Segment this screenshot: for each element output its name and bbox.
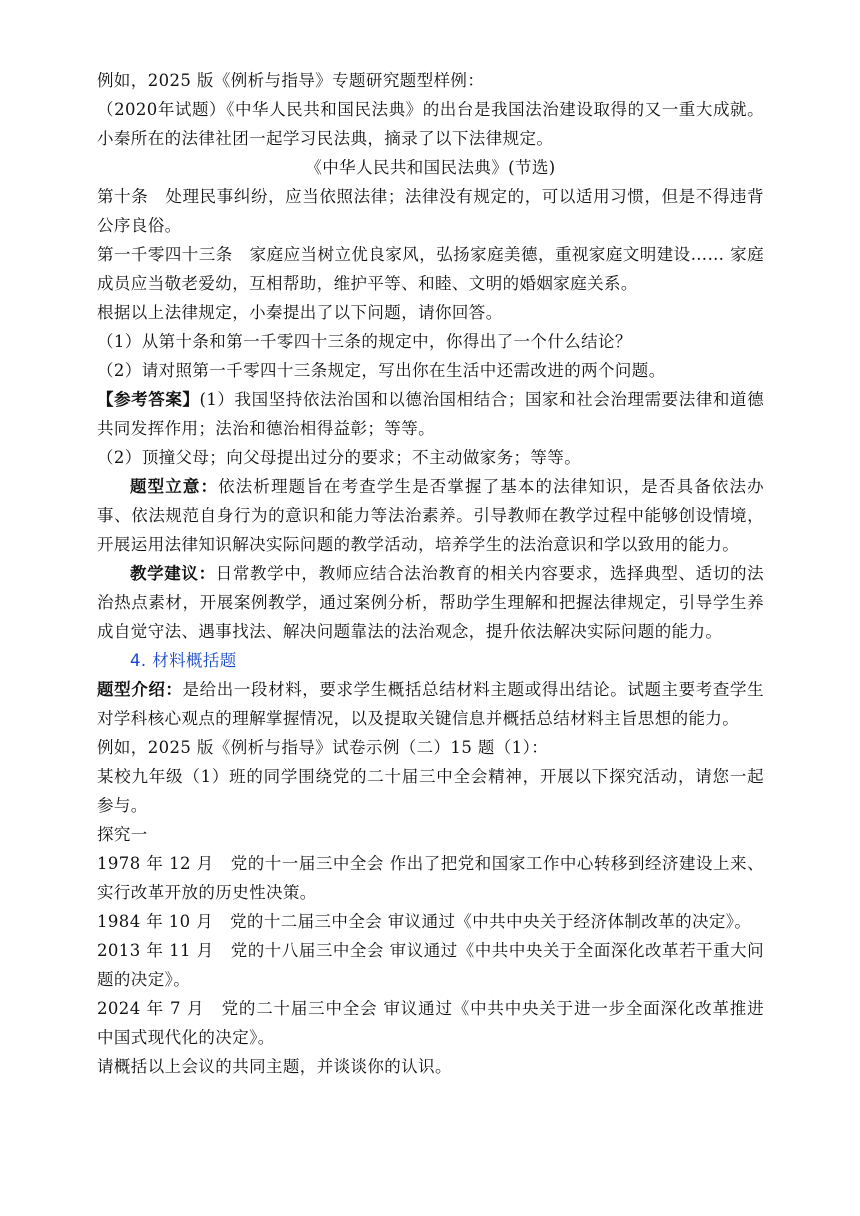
reference-answer-text: (1）我国坚持依法治国和以德治国相结合；国家和社会治理需要法律和道德共同发挥作用；法治和德治相得益彰；等等。 [97, 390, 764, 438]
example-intro: 例如，2025 版《例析与指导》专题研究题型样例： [97, 71, 485, 90]
reference-answer-1 [97, 385, 764, 443]
teaching-advice-text: 日常教学中，教师应结合法治教育的相关内容要求，选择典型、适切的法治热点素材，开展案例教学，通过案例分析，帮助学生理解和把握法律规定，引导学生养成自觉守法、遇事找法、解决问题靠法的法治观念，提升依法解决实际问题的能力。 [97, 564, 764, 641]
question-intent-label: 题型立意： [130, 477, 219, 496]
question-1: （1）从第十条和第一千零四十三条的规定中，你得出了一个什么结论？ [97, 332, 632, 351]
question-2: （2）请对照第一千零四十三条规定，写出你在生活中还需改进的两个问题。 [97, 361, 666, 380]
type-intro-label: 题型介绍： [97, 680, 183, 699]
timeline-1978: 1978 年 12 月 党的十一届三中全会 作出了把党和国家工作中心转移到经济建设上来、实行改革开放的历史性决策。 [97, 854, 764, 902]
excerpt-title: 《中华人民共和国民法典》(节选) [305, 158, 556, 177]
question-stem: （2020年试题）《中华人民共和国民法典》的出台是我国法治建设取得的又一重大成就。小秦所在的法律社团一起学习民法典，摘录了以下法律规定。 [97, 100, 764, 148]
article-10: 第十条 处理民事纠纷，应当依照法律；法律没有规定的，可以适用习惯，但是不得违背公序良俗。 [97, 187, 764, 235]
teaching-advice [97, 559, 764, 646]
question-intent-text: 依法析理题旨在考查学生是否掌握了基本的法律知识，是否具备依法办事、依法规范自身行为的意识和能力等法治素养。引导教师在教学过程中能够创设情境，开展运用法律知识解决实际问题的教学活动，培养学生的法治意识和学以致用的能力。 [97, 477, 764, 554]
type-intro-text: 是给出一段材料，要求学生概括总结材料主题或得出结论。试题主要考查学生对学科核心观点的理解掌握情况，以及提取关键信息并概括总结材料主旨思想的能力。 [97, 680, 764, 728]
timeline-2024: 2024 年 7 月 党的二十届三中全会 审议通过《中共中央关于进一步全面深化改革推进中国式现代化的决定》。 [97, 999, 764, 1047]
question-intent [97, 472, 764, 559]
example-2-intro: 例如，2025 版《例析与指导》试卷示例（二）15 题（1）： [97, 738, 549, 757]
explore-one-label: 探究一 [97, 825, 148, 844]
reference-answer-label: 【参考答案】 [97, 390, 200, 409]
teaching-advice-label: 教学建议： [130, 564, 216, 583]
timeline-1984: 1984 年 10 月 党的十二届三中全会 审议通过《中共中央关于经济体制改革的决定》。 [97, 912, 752, 931]
section-heading: 4. 材料概括题 [130, 651, 237, 670]
final-question: 请概括以上会议的共同主题，并谈谈你的认识。 [97, 1057, 452, 1076]
type-intro [97, 675, 764, 733]
reference-answer-2: （2）顶撞父母；向父母提出过分的要求；不主动做家务；等等。 [97, 448, 582, 467]
activity-stem: 某校九年级（1）班的同学围绕党的二十届三中全会精神，开展以下探究活动，请您一起参与。 [97, 767, 764, 815]
timeline-2013: 2013 年 11 月 党的十八届三中全会 审议通过《中共中央关于全面深化改革若干重大问题的决定》。 [97, 941, 764, 989]
article-1043: 第一千零四十三条 家庭应当树立优良家风，弘扬家庭美德，重视家庭文明建设…… 家庭成员应当敬老爱幼，互相帮助，维护平等、和睦、文明的婚姻家庭关系。 [97, 245, 764, 293]
question-lead: 根据以上法律规定，小秦提出了以下问题，请你回答。 [97, 303, 503, 322]
